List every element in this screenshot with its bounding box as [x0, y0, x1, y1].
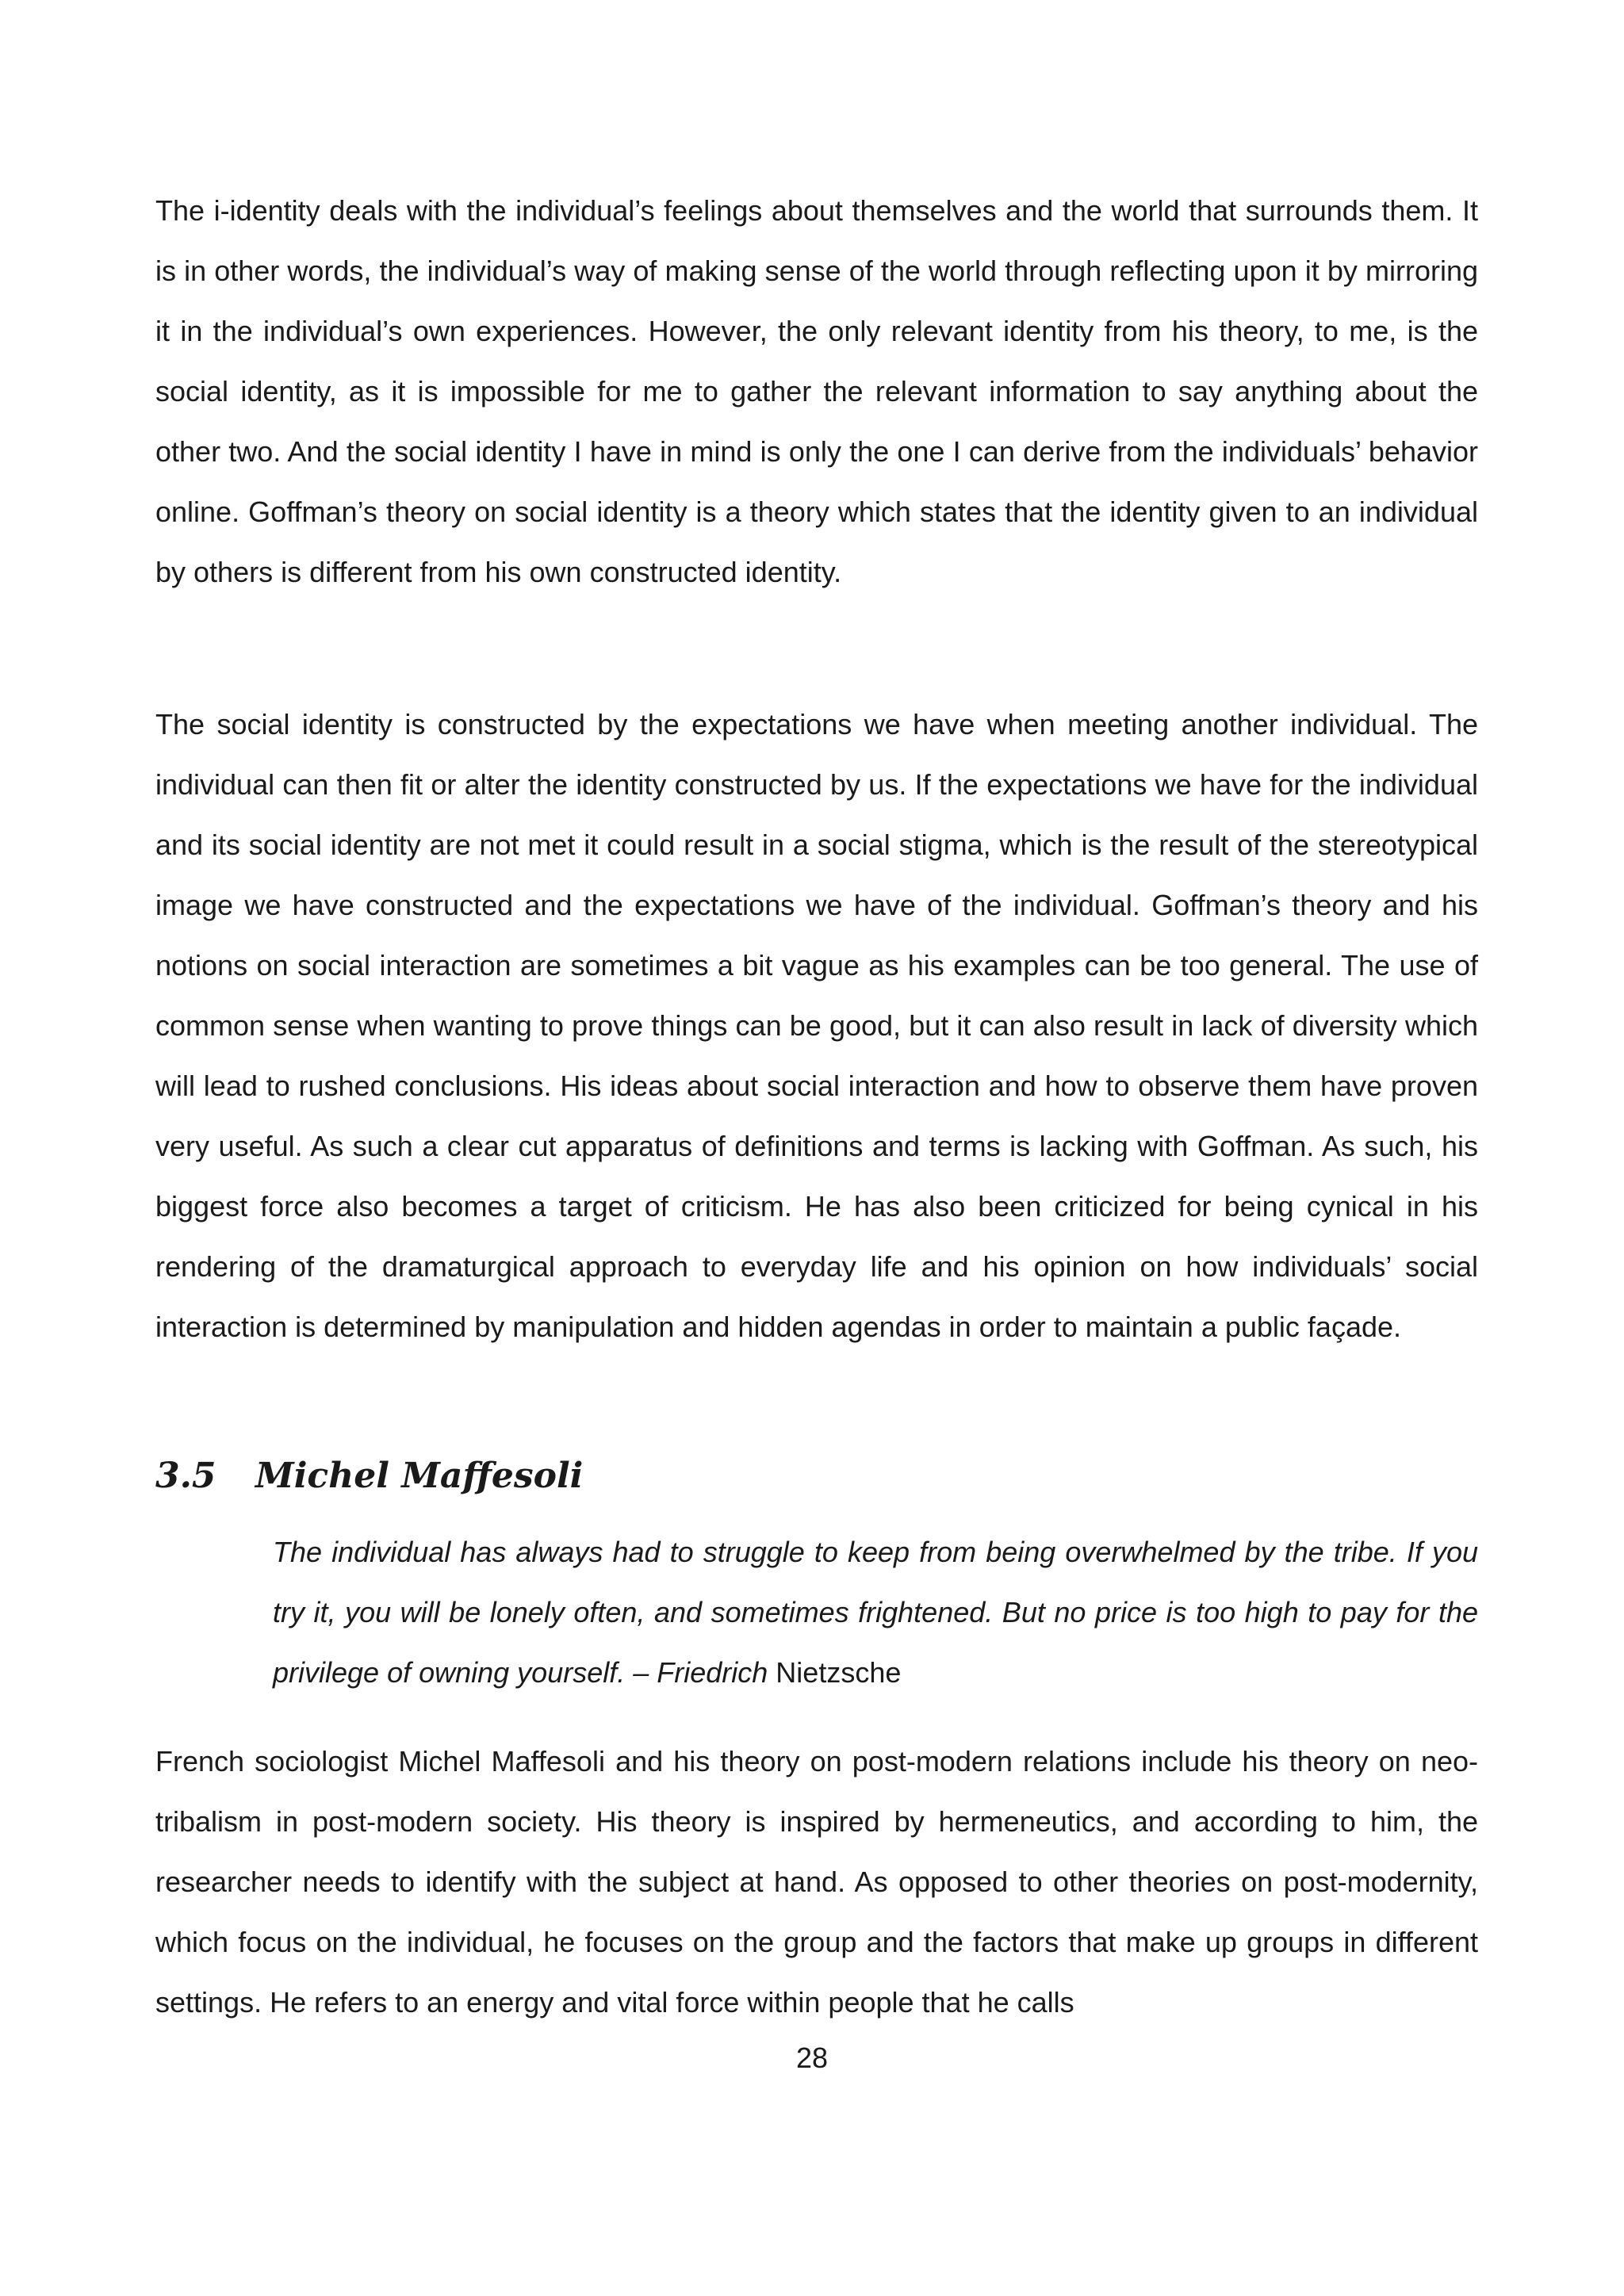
- epigraph-quote: [273, 1522, 1478, 1703]
- page-number: 28: [795, 2042, 829, 2074]
- section-heading: [155, 1451, 1478, 1502]
- section-number: 3.5: [155, 1456, 216, 1496]
- quote-attribution: Nietzsche: [768, 1656, 902, 1689]
- body-paragraph-1: The i-identity deals with the individual’s feelings about themselves and the world that surrounds them. It is in other words, the individual’s way of making sense of the world through reflecting upon it by mirroring it in the individual’s own experiences. However, the only relevant identity from his theory, to me, is the social identity, as it is impossible for me to gather the relevant information to say anything about the other two. And the social identity I have in mind is only the one I can derive from the individuals’ behavior online. Goffman’s theory on social identity is a theory which states that the identity given to an individual by others is different from his own constructed identity.: [155, 194, 1478, 588]
- body-paragraph-3: French sociologist Michel Maffesoli and his theory on post-modern relations include his theory on neo-tribalism in post-modern society. His theory is inspired by hermeneutics, and according to him, the researcher needs to identify with the subject at hand. As opposed to other theories on post-modernity, which focus on the individual, he focuses on the group and the factors that make up groups in different settings. He refers to an energy and vital force within people that he calls: [155, 1745, 1478, 2019]
- body-paragraph-2: The social identity is constructed by the expectations we have when meeting another individual. The individual can then fit or alter the identity constructed by us. If the expectations we have for the individual and its social identity are not met it could result in a social stigma, which is the result of the stereotypical image we have constructed and the expectations we have of the individual. Goffman’s theory and his notions on social interaction are sometimes a bit vague as his examples can be too general. The use of common sense when wanting to prove things can be good, but it can also result in lack of diversity which will lead to rushed conclusions. His ideas about social interaction and how to observe them have proven very useful. As such a clear cut apparatus of definitions and terms is lacking with Goffman. As such, his biggest force also becomes a target of criticism. He has also been criticized for being cynical in his rendering of the dramaturgical approach to everyday life and his opinion on how individuals’ social interaction is determined by manipulation and hidden agendas in order to maintain a public façade.: [155, 708, 1478, 1343]
- quote-text: The individual has always had to struggle to keep from being overwhelmed by the tribe. If you try it, you will be lonely often, and sometimes frightened. But no price is too high to pay for the privilege of owning yourself. – Friedrich: [273, 1536, 1478, 1689]
- section-title: Michel Maffesoli: [255, 1456, 584, 1496]
